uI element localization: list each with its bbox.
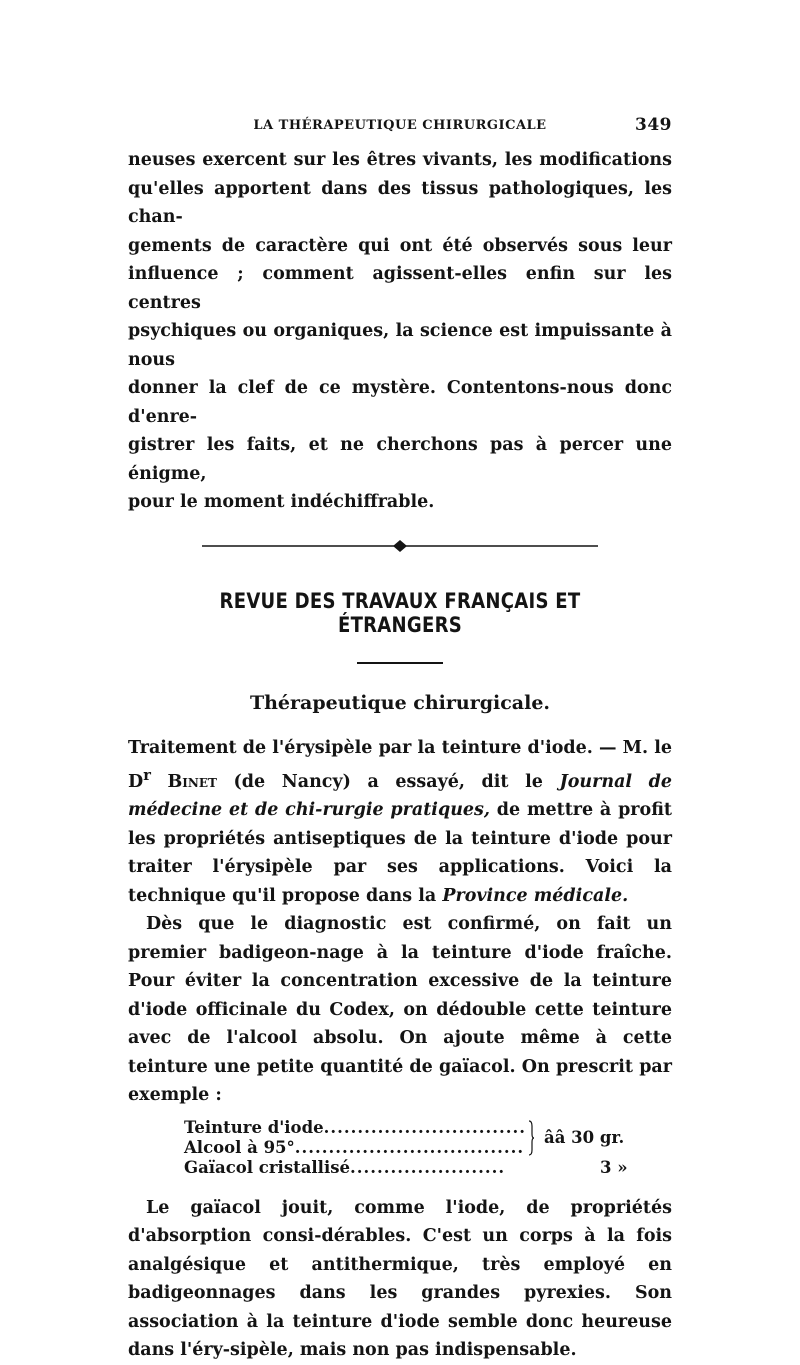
formula-row [184,1158,634,1178]
brace-icon [528,1120,534,1156]
diamond-rule-ornament [202,539,598,553]
intro-line: gements de caractère qui ont été observés sous leur [128,235,672,256]
running-head [128,110,672,144]
book-page [128,110,672,1365]
formula-quantity: 3 » [600,1157,628,1177]
article-paragraph-3: Le gaïacol jouit, comme l'iode, de propriétés d'absorption consi-dérables. C'est un corps à la fois analgésique et antithermique, très employé en badigeonnages dans les grandes pyrexies. Son association à la teinture d'iode semble donc heureuse dans l'éry-sipèle, mais non pas indispensable. [128,1197,672,1361]
article-title: Traitement de l'érysipèle par la teinture d'iode. [128,737,593,758]
formula-amount: ââ 30 gr. [544,1127,625,1147]
subheading: Thérapeutique chirurgicale. [249,691,551,714]
intro-line: gistrer les faits, et ne cherchons pas à percer une énigme, [128,435,672,484]
intro-line: pour le moment indéchiffrable. [128,492,435,512]
section-divider [357,662,443,664]
body-text: (de Nancy) a essayé, dit le [216,771,560,792]
leader-dots [350,1158,504,1178]
intro-line: donner la clef de ce mystère. Contentons-nous donc d'enre- [128,378,672,427]
formula-ingredient: Alcool à 95° [184,1137,295,1157]
intro-line: neuses exercent sur les êtres vivants, les modifications [128,150,672,170]
article-paragraph-1 [128,734,672,911]
article-paragraph-2: Dès que le diagnostic est confirmé, on fait un premier badigeon-nage à la teinture d'iode fraîche. Pour éviter la concentration excessive de la teinture d'iode officinale du Codex, on dédouble cette teinture avec de l'alcool absolu. On ajoute même à cette teinture une petite quantité de gaïacol. On prescrit par exemple : [128,914,672,1106]
doctor-abbrev-sup: r [143,767,151,784]
intro-line: influence ; comment agissent-elles enfin sur les centres [128,264,672,313]
intro-line: qu'elles apportent dans des tissus pathologiques, les chan- [128,178,672,227]
page-number: 349 [635,115,672,135]
prescription-formula [184,1118,634,1178]
doctor-abbrev: D [128,771,144,792]
author-name: Binet [167,771,217,792]
running-title: LA THÉRAPEUTIQUE CHIRURGICALE [253,118,547,133]
journal-title: Journal de médecine et de chi-rurgie pratiques, [128,771,673,821]
article [128,734,672,1365]
dash-text: — M. le [592,737,672,758]
leader-dots [295,1138,524,1158]
formula-ingredient: Gaïacol cristallisé [184,1157,351,1177]
formula-ingredient: Teinture d'iode [184,1117,324,1137]
intro-paragraph [128,146,672,517]
body-text: de mettre à profit les propriétés antiseptiques de la teinture d'iode pour traiter l'érysipèle par ses applications. Voici la technique qu'il propose dans la [128,800,672,906]
intro-line: psychiques ou organiques, la science est impuissante à nous [128,321,672,370]
province-title: Province médicale. [442,885,629,906]
leader-dots [324,1118,524,1138]
section-heading: REVUE DES TRAVAUX FRANÇAIS ET ÉTRANGERS [219,588,581,637]
